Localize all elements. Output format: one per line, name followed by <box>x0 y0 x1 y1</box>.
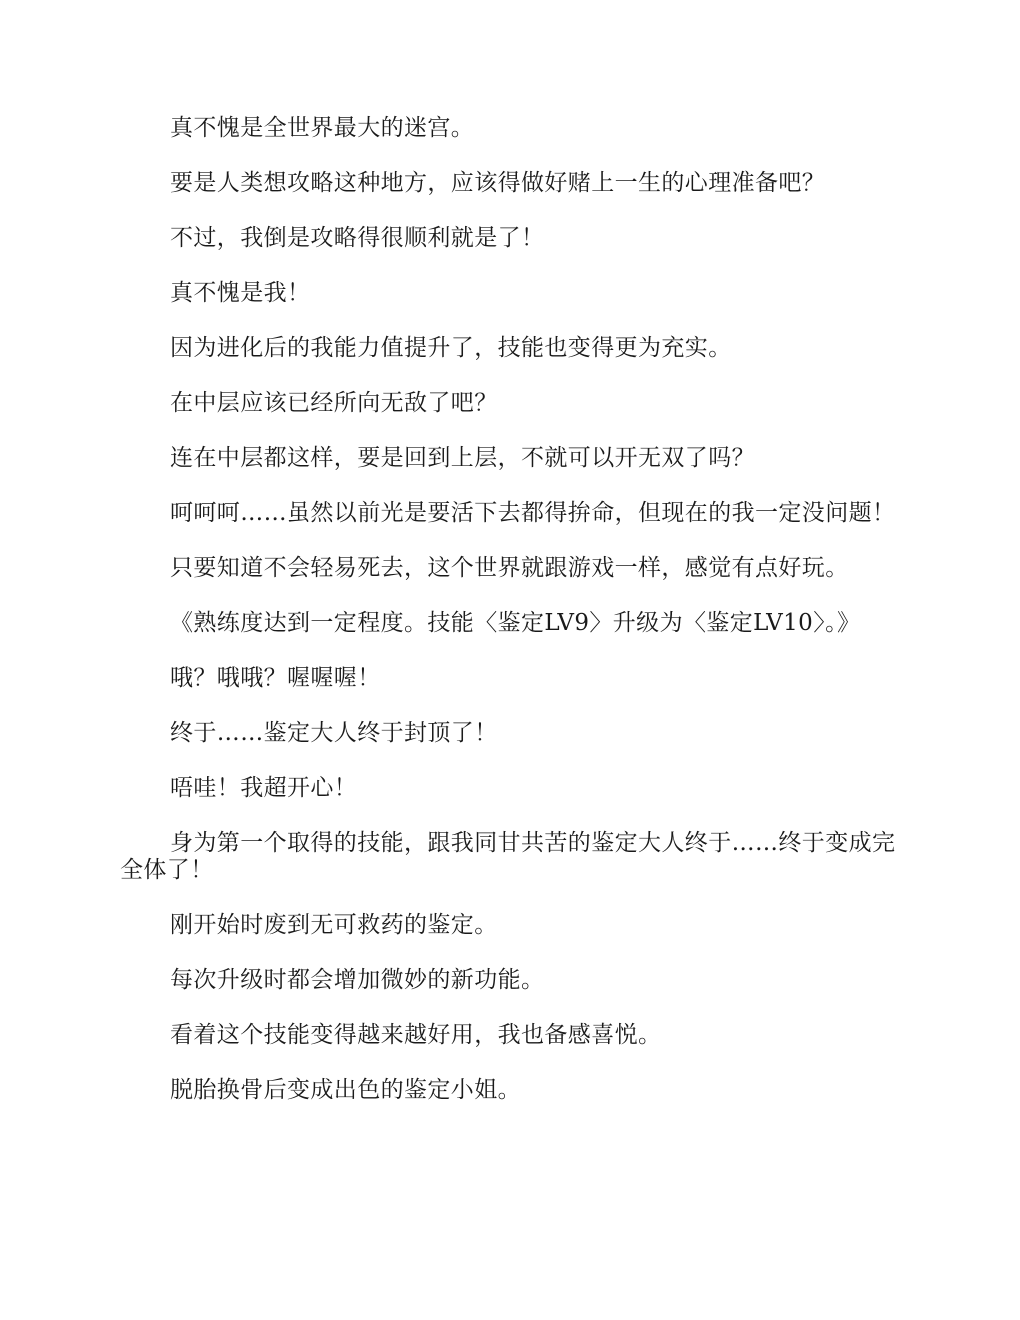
paragraph: 《熟练度达到一定程度。技能〈鉴定LV9〉升级为〈鉴定LV10〉。》 <box>170 610 861 636</box>
paragraph: 真不愧是我！ <box>170 280 311 306</box>
paragraph: 因为进化后的我能力值提升了，技能也变得更为充实。 <box>170 335 732 361</box>
paragraph: 要是人类想攻略这种地方，应该得做好赌上一生的心理准备吧？ <box>170 170 826 196</box>
paragraph: 不过，我倒是攻略得很顺利就是了！ <box>170 225 545 251</box>
paragraph: 身为第一个取得的技能，跟我同甘共苦的鉴定大人终于……终于变成完全体了！ <box>120 830 896 883</box>
paragraph: 真不愧是全世界最大的迷宫。 <box>170 115 475 141</box>
paragraph: 只要知道不会轻易死去，这个世界就跟游戏一样，感觉有点好玩。 <box>170 555 849 581</box>
text-body <box>120 115 900 1132</box>
paragraph: 连在中层都这样，要是回到上层，不就可以开无双了吗？ <box>170 445 755 471</box>
paragraph: 终于……鉴定大人终于封顶了！ <box>170 720 498 746</box>
paragraph: 在中层应该已经所向无敌了吧？ <box>170 390 498 416</box>
paragraph: 刚开始时废到无可救药的鉴定。 <box>170 912 498 938</box>
paragraph: 哦？哦哦？喔喔喔！ <box>170 665 381 691</box>
paragraph: 看着这个技能变得越来越好用，我也备感喜悦。 <box>170 1022 662 1048</box>
paragraph: 呵呵呵……虽然以前光是要活下去都得拚命，但现在的我一定没问题！ <box>170 500 896 526</box>
paragraph: 唔哇！我超开心！ <box>170 775 358 801</box>
paragraph: 每次升级时都会增加微妙的新功能。 <box>170 967 545 993</box>
paragraph: 脱胎换骨后变成出色的鉴定小姐。 <box>170 1077 521 1103</box>
